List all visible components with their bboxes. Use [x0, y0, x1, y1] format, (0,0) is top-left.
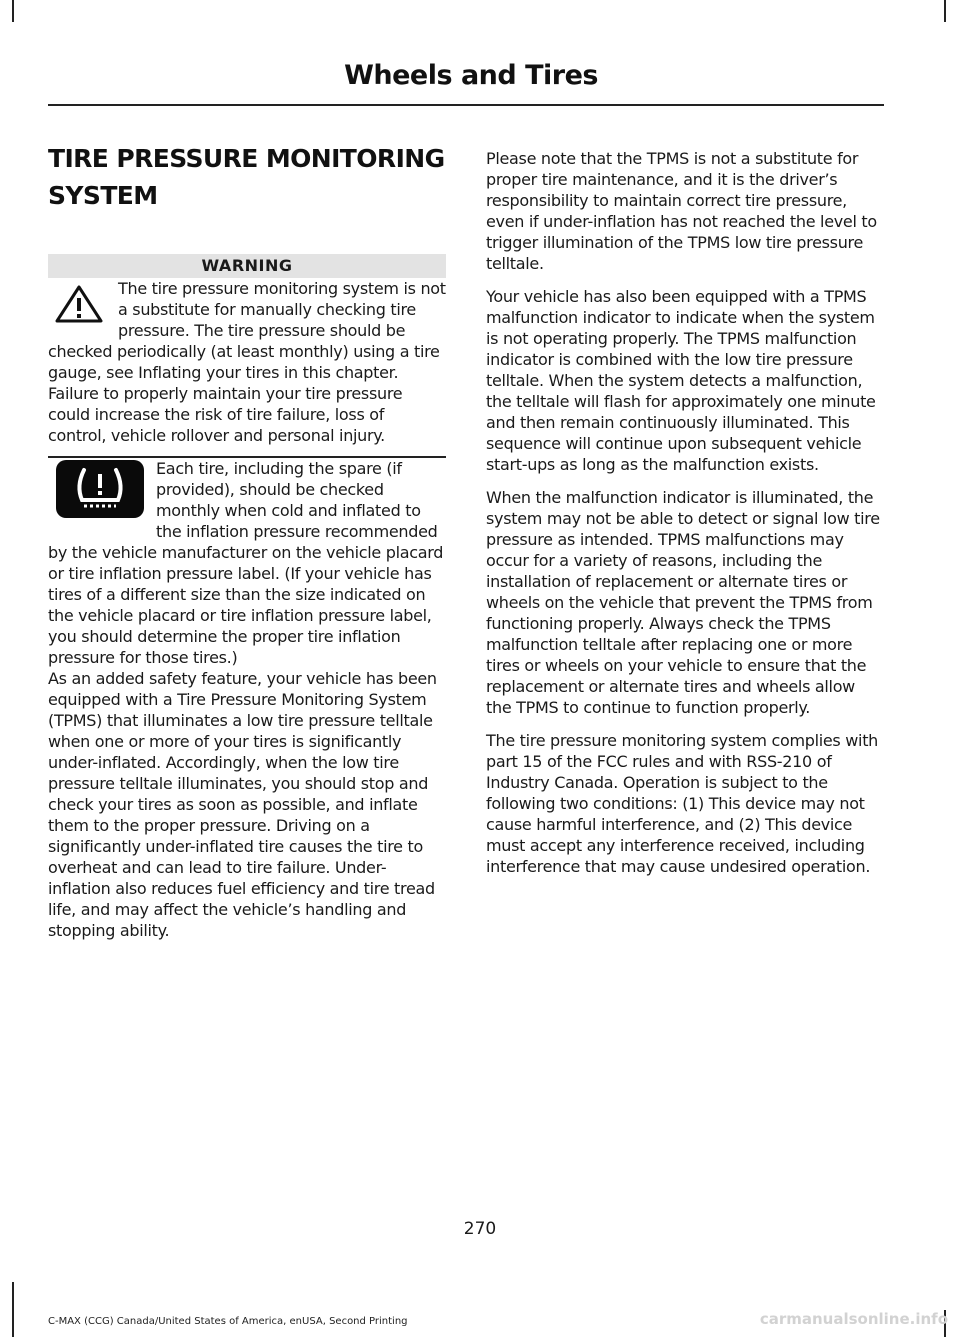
section-title-line2: SYSTEM — [48, 181, 158, 210]
fcc-compliance-paragraph: The tire pressure monitoring system complies with part 15 of the FCC rules and with RSS-210 of Industry Canada. Operation is subject to the following two conditions: (1) This device may not cause harmful interference, and (2) This device must accept any interference received, including interference that may cause undesired operation. — [486, 731, 879, 876]
tpms-note-paragraph: Please note that the TPMS is not a substitute for proper tire maintenance, and it is the driver’s responsibility to maintain correct tire pressure, even if under-inflation has not reached the level to trigger illumination of the TPMS low tire pressure telltale. — [486, 149, 877, 273]
warning-text — [48, 278, 446, 446]
tpms-feature-paragraph: As an added safety feature, your vehicle has been equipped with a Tire Pressure Monitoring System (TPMS) that illuminates a low tire pressure telltale when one or more of your tires is significantly under-inflated. Accordingly, when the low tire pressure telltale illuminates, you should stop and check your tires as soon as possible, and inflate them to the proper pressure. Driving on a significantly under-inflated tire causes the tire to overheat and can lead to tire failure. Under-inflation also reduces fuel efficiency and tire tread life, and may affect the vehicle’s handling and stopping ability. — [48, 669, 437, 940]
malfunction-indicator-paragraph: When the malfunction indicator is illuminated, the system may not be able to detect or signal low tire pressure as intended. TPMS malfunctions may occur for a variety of reasons, including the installation of replacement or alternate tires or wheels on the vehicle that prevent the TPMS from functioning properly. Always check the TPMS malfunction telltale after replacing one or more tires or wheels on your vehicle to ensure that the replacement or alternate tires and wheels allow the TPMS to continue to function properly. — [486, 488, 880, 717]
tire-check-paragraph — [48, 458, 446, 668]
page-number: 270 — [463, 1219, 497, 1239]
right-column — [486, 148, 880, 889]
crop-mark-bottom-left — [12, 1282, 14, 1337]
header-divider — [48, 104, 884, 106]
tpms-malfunction-paragraph: Your vehicle has also been equipped with a TPMS malfunction indicator to indicate when the system is not operating properly. The TPMS malfunction indicator is combined with the low tire pressure telltale. When the system detects a malfunction, the telltale will flash for approximately one minute and then remain continuously illuminated. This sequence will continue upon subsequent vehicle start-ups as long as the malfunction exists. — [486, 287, 876, 474]
crop-mark-top-right-v — [944, 0, 946, 22]
tire-check-text: Each tire, including the spare (if provided), should be checked monthly when cold and inflated to the inflation pressure recommended by the vehicle manufacturer on the vehicle placard or tire inflation pressure label. (If your vehicle has tires of a different size than the size indicated on the vehicle placard or tire inflation pressure label, you should determine the proper tire inflation pressure for those tires.) — [48, 459, 444, 667]
crop-mark-top-left-v — [12, 0, 14, 22]
warning-label: WARNING — [48, 254, 446, 278]
low-tire-pressure-icon — [56, 460, 144, 518]
page-header-title: Wheels and Tires — [344, 60, 598, 91]
left-column — [48, 140, 446, 941]
warning-triangle-icon — [54, 284, 104, 324]
section-title — [48, 140, 446, 214]
page-footer: C-MAX (CCG) Canada/United States of America, enUSA, Second Printing — [48, 1316, 408, 1327]
section-title-line1: TIRE PRESSURE MONITORING — [48, 144, 445, 173]
warning-body: The tire pressure monitoring system is not a substitute for manually checking tire pressure. The tire pressure should be checked periodically (at least monthly) using a tire gauge, see Inflating your tires in this chapter. Failure to properly maintain your tire pressure could increase the risk of tire failure, loss of control, vehicle rollover and personal injury. — [48, 279, 446, 445]
watermark: carmanualsonline.info — [759, 1310, 948, 1328]
